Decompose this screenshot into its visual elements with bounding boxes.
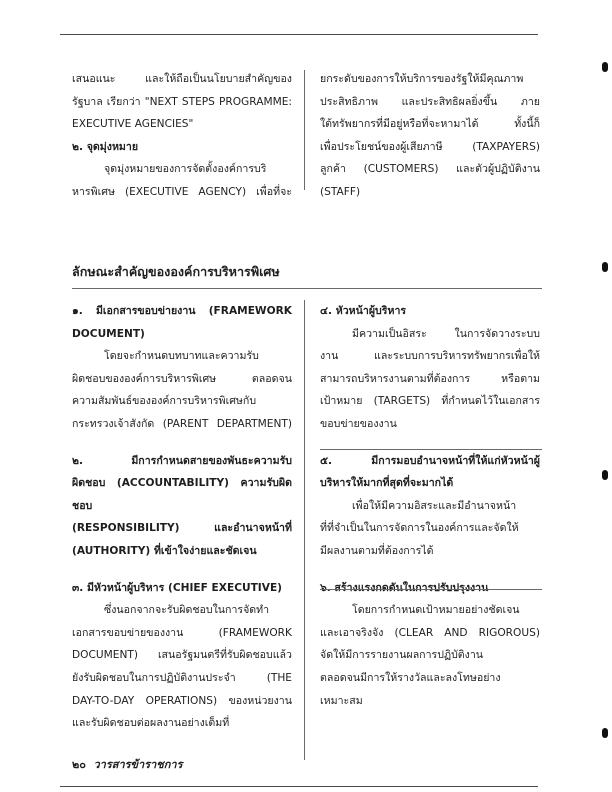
- page-footer: [72, 757, 183, 773]
- bottom-rule: [60, 786, 538, 787]
- feature-heading: ผิดชอบ (ACCOUNTABILITY) ความรับผิดชอบ: [72, 477, 292, 512]
- top-rule: [60, 34, 538, 35]
- text-line: และเอาจริงจัง (CLEAR AND RIGOROUS): [320, 626, 540, 639]
- features-right-column: [320, 300, 540, 712]
- text-line: ใต้ทรัพยากรที่มีอยู่หรือที่จะหามาได้ ทั้งนี้ก็: [320, 118, 540, 131]
- text-line: เสนอแนะ และให้ถือเป็นนโยบายสำคัญของ: [72, 73, 292, 85]
- feature-item-4: [320, 300, 540, 436]
- text-line: ความสัมพันธ์ขององค์การบริหารพิเศษกับ: [72, 395, 257, 408]
- features-left-column: [72, 300, 292, 735]
- section-title: ลักษณะสำคัญขององค์การบริหารพิเศษ: [72, 264, 280, 279]
- feature-item-1: [72, 300, 292, 436]
- top-right-column: [320, 68, 540, 204]
- text-line: ผิดชอบขององค์การบริหารพิเศษ ตลอดจน: [72, 372, 292, 385]
- binding-hole-mark: [602, 62, 608, 72]
- feature-heading: ๓. มีหัวหน้าผู้บริหาร (CHIEF EXECUTIVE): [72, 581, 283, 594]
- text-line: รัฐบาล เรียกว่า "NEXT STEPS PROGRAMME:: [72, 95, 292, 108]
- feature-heading: ๖. สร้างแรงกดดันในการปรับปรุงงาน: [320, 581, 489, 594]
- feature-heading: ๕. มีการมอบอำนาจหน้าที่ให้แก่หัวหน้าผู้: [320, 454, 540, 467]
- text-line: และรับผิดชอบต่อผลงานอย่างเต็มที่: [72, 717, 230, 730]
- text-line: มีความเป็นอิสระ ในการจัดวางระบบ: [352, 327, 540, 340]
- journal-name: วารสารข้าราชการ: [93, 758, 183, 771]
- text-line: เหมาะสม: [320, 694, 363, 707]
- column-divider: [304, 70, 305, 190]
- section-rule: [72, 288, 542, 289]
- text-line: ยกระดับของการให้บริการของรัฐให้มีคุณภาพ: [320, 73, 524, 85]
- feature-item-2: [72, 450, 292, 563]
- feature-heading: บริหารให้มากที่สุดที่จะมากได้: [320, 477, 454, 490]
- text-line: สามารถบริหารงานตามที่ต้องการ หรือตาม: [320, 372, 540, 385]
- text-line: ลูกค้า (CUSTOMERS) และตัวผู้ปฏิบัติงาน: [320, 163, 540, 176]
- feature-heading: (RESPONSIBILITY) และอำนาจหน้าที่: [72, 522, 292, 535]
- feature-item-6: [320, 577, 540, 713]
- subheading-objectives: ๒. จุดมุ่งหมาย: [72, 140, 139, 153]
- text-line: เพื่อให้มีความอิสระและมีอำนาจหน้า: [352, 499, 517, 512]
- text-line: จุดมุ่งหมายของการจัดตั้งองค์การบริ: [104, 163, 267, 176]
- text-line: EXECUTIVE AGENCIES": [72, 118, 194, 131]
- feature-item-5: [320, 450, 540, 563]
- feature-heading: ๑. มีเอกสารขอบข่ายงาน (FRAMEWORK: [72, 305, 292, 317]
- text-line: (STAFF): [320, 185, 361, 198]
- feature-heading: DOCUMENT): [72, 327, 145, 340]
- text-line: งาน และระบบการบริหารทรัพยากรเพื่อให้: [320, 350, 540, 363]
- text-line: DAY-TO-DAY OPERATIONS) ของหน่วยงาน: [72, 694, 292, 707]
- text-line: ซึ่งนอกจากจะรับผิดชอบในการจัดทำ: [104, 604, 270, 617]
- text-line: ขอบข่ายของงาน: [320, 417, 397, 430]
- text-line: เป้าหมาย (TARGETS) ที่กำหนดไว้ในเอกสาร: [320, 395, 540, 408]
- column-divider: [304, 300, 305, 760]
- feature-heading: (AUTHORITY) ที่เข้าใจง่ายและชัดเจน: [72, 544, 257, 557]
- text-line: เพื่อประโยชน์ของผู้เสียภาษี (TAXPAYERS): [320, 140, 540, 153]
- text-line: โดยการกำหนดเป้าหมายอย่างชัดเจน: [352, 604, 520, 617]
- item-separator: [320, 449, 542, 450]
- top-left-column: [72, 68, 292, 204]
- text-line: ตลอดจนมีการให้รางวัลและลงโทษอย่าง: [320, 671, 501, 684]
- text-line: หารพิเศษ (EXECUTIVE AGENCY) เพื่อที่จะ: [72, 185, 292, 198]
- text-line: ที่ที่จำเป็นในการจัดการในองค์การและจัดให้: [320, 522, 519, 535]
- text-line: โดยจะกำหนดบทบาทและความรับ: [104, 350, 259, 363]
- item-separator: [320, 589, 542, 590]
- text-line: กระทรวงเจ้าสังกัด (PARENT DEPARTMENT): [72, 417, 292, 430]
- feature-heading: ๔. หัวหน้าผู้บริหาร: [320, 305, 407, 317]
- binding-hole-mark: [602, 262, 608, 272]
- binding-hole-mark: [602, 470, 608, 480]
- text-line: ประสิทธิภาพ และประสิทธิผลยิ่งขึ้น ภาย: [320, 95, 540, 108]
- feature-heading: ๒. มีการกำหนดสายของพันธะความรับ: [72, 454, 292, 467]
- text-line: มีผลงานตามที่ต้องการได้: [320, 544, 434, 557]
- text-line: เอกสารขอบข่ายของงาน (FRAMEWORK: [72, 626, 292, 639]
- page-number: ๒๐: [72, 758, 86, 771]
- text-line: ยังรับผิดชอบในการปฏิบัติงานประจำ (THE: [72, 671, 292, 684]
- feature-item-3: [72, 577, 292, 735]
- text-line: DOCUMENT) เสนอรัฐมนตรีที่รับผิดชอบแล้ว: [72, 649, 292, 662]
- text-line: จัดให้มีการรายงานผลการปฏิบัติงาน: [320, 649, 484, 662]
- binding-hole-mark: [602, 728, 608, 738]
